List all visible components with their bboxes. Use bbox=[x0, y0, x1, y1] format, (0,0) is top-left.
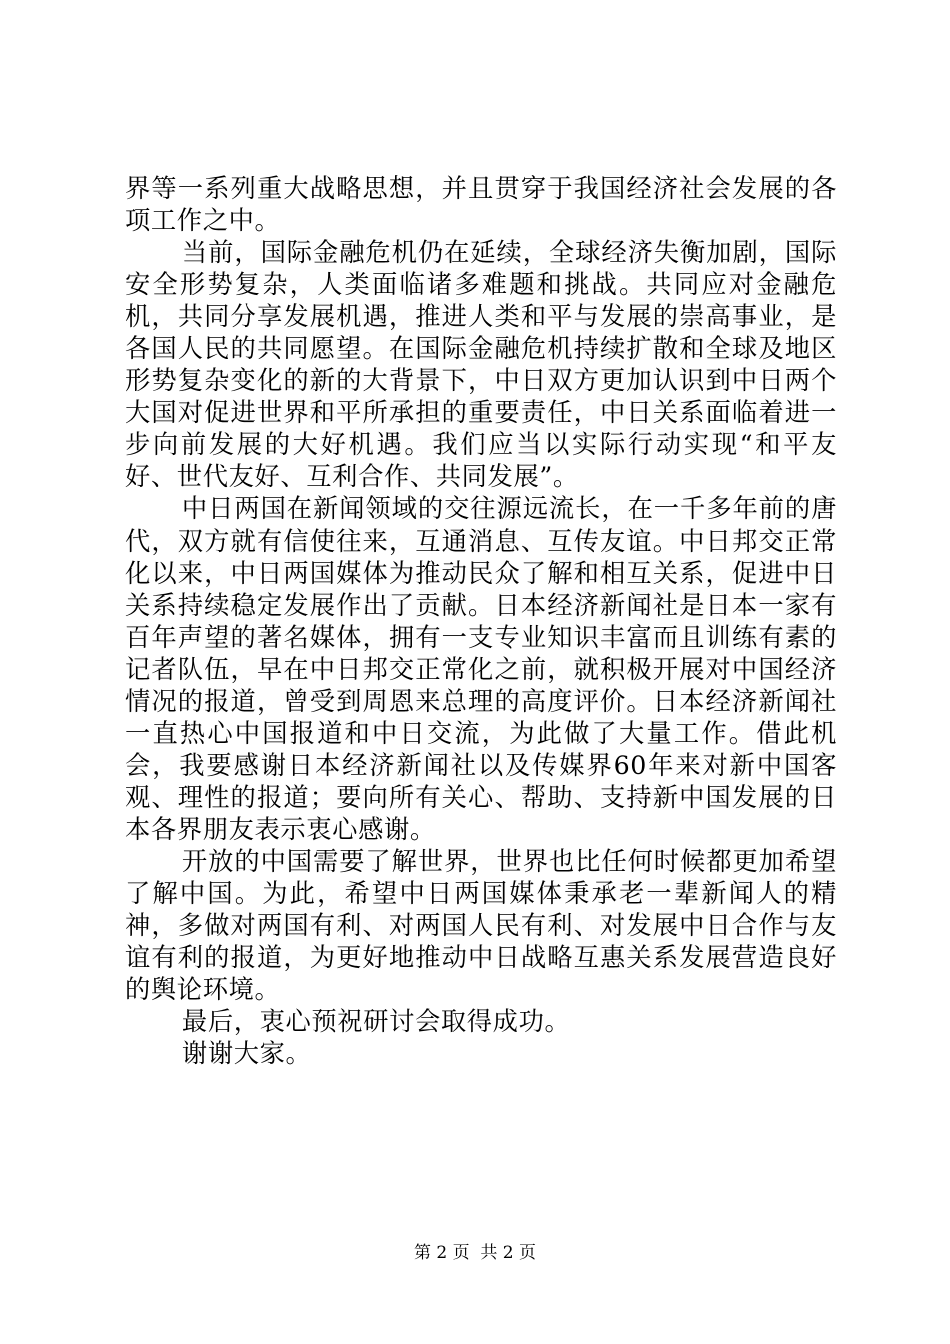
page-number-footer: 第 2 页 共 2 页 bbox=[413, 1243, 537, 1263]
paragraph-closing-wish: 最后，衷心预祝研讨会取得成功。 bbox=[181, 1007, 571, 1037]
paragraph-continuation: 界等一系列重大战略思想，并且贯穿于我国经济社会发展的各项工作之中。 bbox=[125, 174, 837, 236]
paragraph-media-exchange: 中日两国在新闻领域的交往源远流长，在一千多年前的唐代，双方就有信使往来，互通消息、互传友谊。中日邦交正常化以来，中日两国媒体为推动民众了解和相互关系，促进中日关系持续稳定发展作出了贡献。日本经济新闻社是日本一家有百年声望的著名媒体，拥有一支专业知识丰富而且训练有素的记者队伍，早在中日邦交正常化之前，就积极开展对中国经济情况的报道，曾受到周恩来总理的高度评价。日本经济新闻社一直热心中国报道和中日交流，为此做了大量工作。借此机会，我要感谢日本经济新闻社以及传媒界60年来对新中国客观、理性的报道；要向所有关心、帮助、支持新中国发展的日本各界朋友表示衷心感谢。 bbox=[125, 494, 837, 844]
paragraph-thanks: 谢谢大家。 bbox=[181, 1039, 312, 1069]
paragraph-open-china: 开放的中国需要了解世界，世界也比任何时候都更加希望了解中国。为此，希望中日两国媒体秉承老一辈新闻人的精神，多做对两国有利、对两国人民有利、对发展中日合作与友谊有利的报道，为更好地推动中日战略互惠关系发展营造良好的舆论环境。 bbox=[125, 846, 837, 1005]
paragraph-current-situation: 当前，国际金融危机仍在延续，全球经济失衡加剧，国际安全形势复杂，人类面临诸多难题和挑战。共同应对金融危机，共同分享发展机遇，推进人类和平与发展的崇高事业，是各国人民的共同愿望。在国际金融危机持续扩散和全球及地区形势复杂变化的新的大背景下，中日双方更加认识到中日两个大国对促进世界和平所承担的重要责任，中日关系面临着进一步向前发展的大好机遇。我们应当以实际行动实现“和平友好、世代友好、互利合作、共同发展”。 bbox=[125, 238, 837, 492]
document-body bbox=[125, 173, 837, 1070]
